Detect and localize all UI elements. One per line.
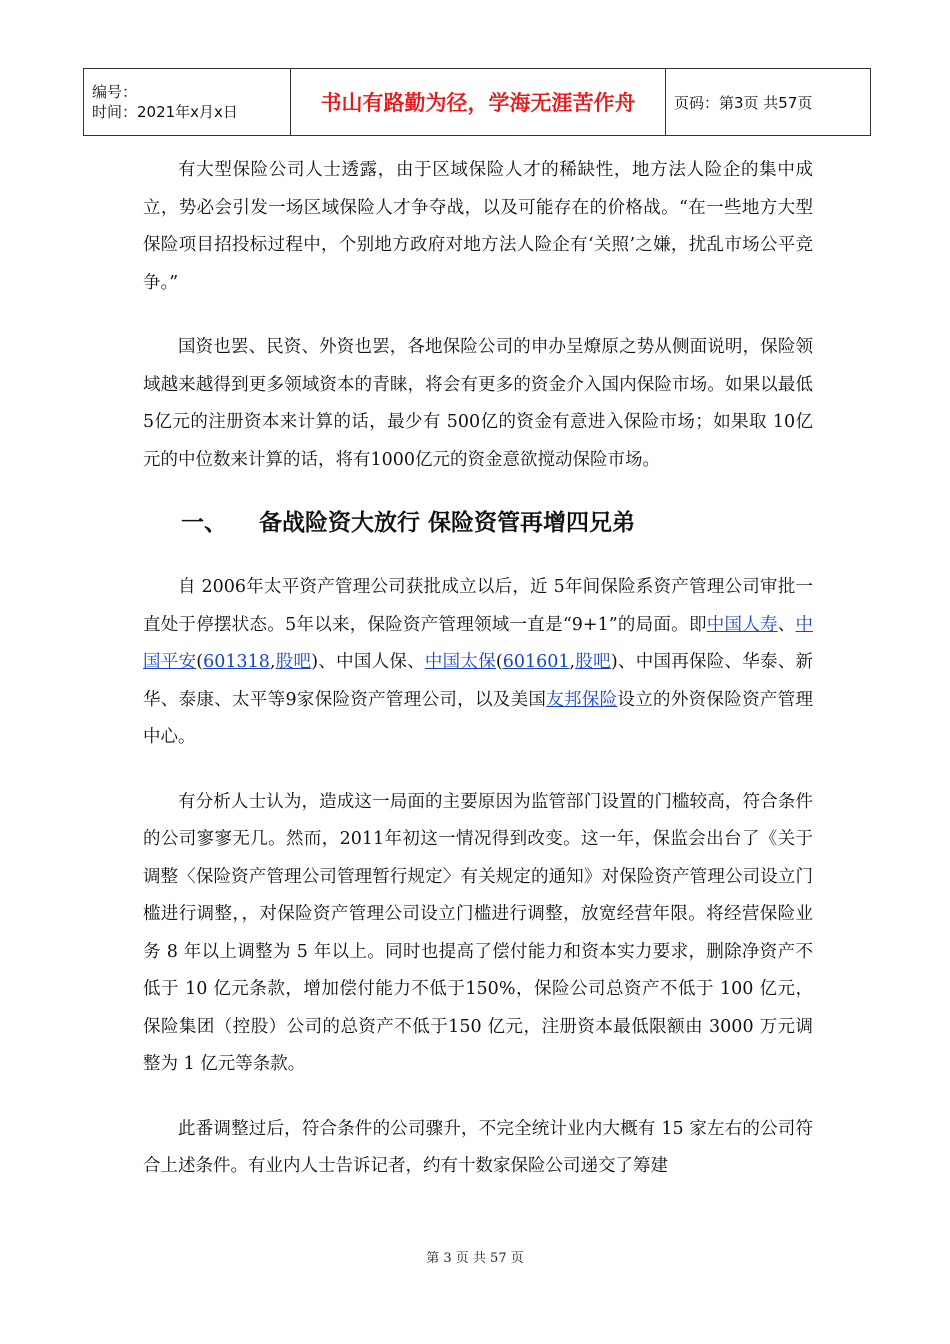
paragraph-3 <box>143 569 813 757</box>
document-body <box>143 152 813 1186</box>
header-page-info: 页码：第3页 共57页 <box>666 69 871 136</box>
separator-text: 、 <box>777 614 796 635</box>
link-ping-an[interactable]: 中国平安 <box>143 614 814 672</box>
paragraph-5: 此番调整过后，符合条件的公司骤升，不完全统计业内大概有 15 家左右的公司符合上述条件。有业内人士告诉记者，约有十数家保险公司递交了筹建 <box>143 1118 813 1176</box>
document-header <box>83 68 871 136</box>
paragraph-4: 有分析人士认为，造成这一局面的主要原因为监管部门设置的门槛较高，符合条件的公司寥寥无几。然而，2011年初这一情况得到改变。这一年，保监会出台了《关于调整〈保险资产管理公司管理暂行规定〉有关规定的通知》对保险资产管理公司设立门槛进行调整，，对保险资产管理公司设立门槛进行调整，放宽经营年限。将经营保险业务 8 年以上调整为 5 年以上。同时也提高了偿付能力和资本实力要求，删除净资产不低于 10 亿元条款，增加偿付能力不低于150%，保险公司总资产不低于 100 亿元，保险集团（控股）公司的总资产不低于150 亿元，注册资本最低限额由 3000 万元调整为 1 亿元等条款。 <box>143 791 813 1074</box>
header-meta <box>84 69 291 136</box>
section-heading-text: 备战险资大放行 保险资管再增四兄弟 <box>259 510 636 536</box>
comma-text-2: , <box>569 652 576 672</box>
serial-label: 编号： <box>92 83 138 101</box>
paragraph-3-text-a: 自 2006年太平资产管理公司获批成立以后，近 5年间保险系资产管理公司审批一直处于停摆状态。5年以来，保险资产管理领域一直是“9+1”的局面。即 <box>143 577 813 635</box>
page-footer: 第 3 页 共 57 页 <box>426 1251 524 1266</box>
link-aia[interactable]: 友邦保险 <box>546 689 618 710</box>
paren-open-text-2: ( <box>495 652 503 672</box>
paren-open-text: ( <box>196 652 204 672</box>
link-stock-601601[interactable]: 601601 <box>502 652 570 672</box>
comma-text: , <box>269 652 276 672</box>
section-heading <box>181 505 813 541</box>
paragraph-2: 国资也罢、民资、外资也罢，各地保险公司的申办呈燎原之势从侧面说明，保险领域越来越得到更多领域资本的青睐，将会有更多的资金介入国内保险市场。如果以最低 5亿元的注册资本来计算的话，最少有 500亿的资金有意进入保险市场；如果取 10亿元的中位数来计算的话，将有1000亿元的资金意欲搅动保险市场。 <box>143 337 813 470</box>
header-motto: 书山有路勤为径，学海无涯苦作舟 <box>291 69 666 136</box>
link-cpic[interactable]: 中国太保 <box>424 652 496 672</box>
paragraph-3-text-c: 设立的外资保险资产管理中心。 <box>143 689 814 747</box>
link-guba-2[interactable]: 股吧 <box>575 652 611 672</box>
date-label: 时间：2021年x月x日 <box>92 103 238 121</box>
paragraph-3-text-b: )、中国再保险、华泰、新华、泰康、太平等9家保险资产管理公司，以及美国 <box>143 652 814 710</box>
link-china-life[interactable]: 中国人寿 <box>706 614 778 635</box>
section-heading-number: 一、 <box>181 510 227 536</box>
link-stock-601318[interactable]: 601318 <box>203 652 270 672</box>
link-guba-1[interactable]: 股吧 <box>275 652 312 672</box>
paragraph-1: 有大型保险公司人士透露，由于区域保险人才的稀缺性，地方法人险企的集中成立，势必会引发一场区域保险人才争夺战，以及可能存在的价格战。“在一些地方大型保险项目招投标过程中，个别地方政府对地方法人险企有‘关照’之嫌，扰乱市场公平竞争。” <box>143 160 813 293</box>
paren-close-text: )、中国人保、 <box>311 652 425 672</box>
